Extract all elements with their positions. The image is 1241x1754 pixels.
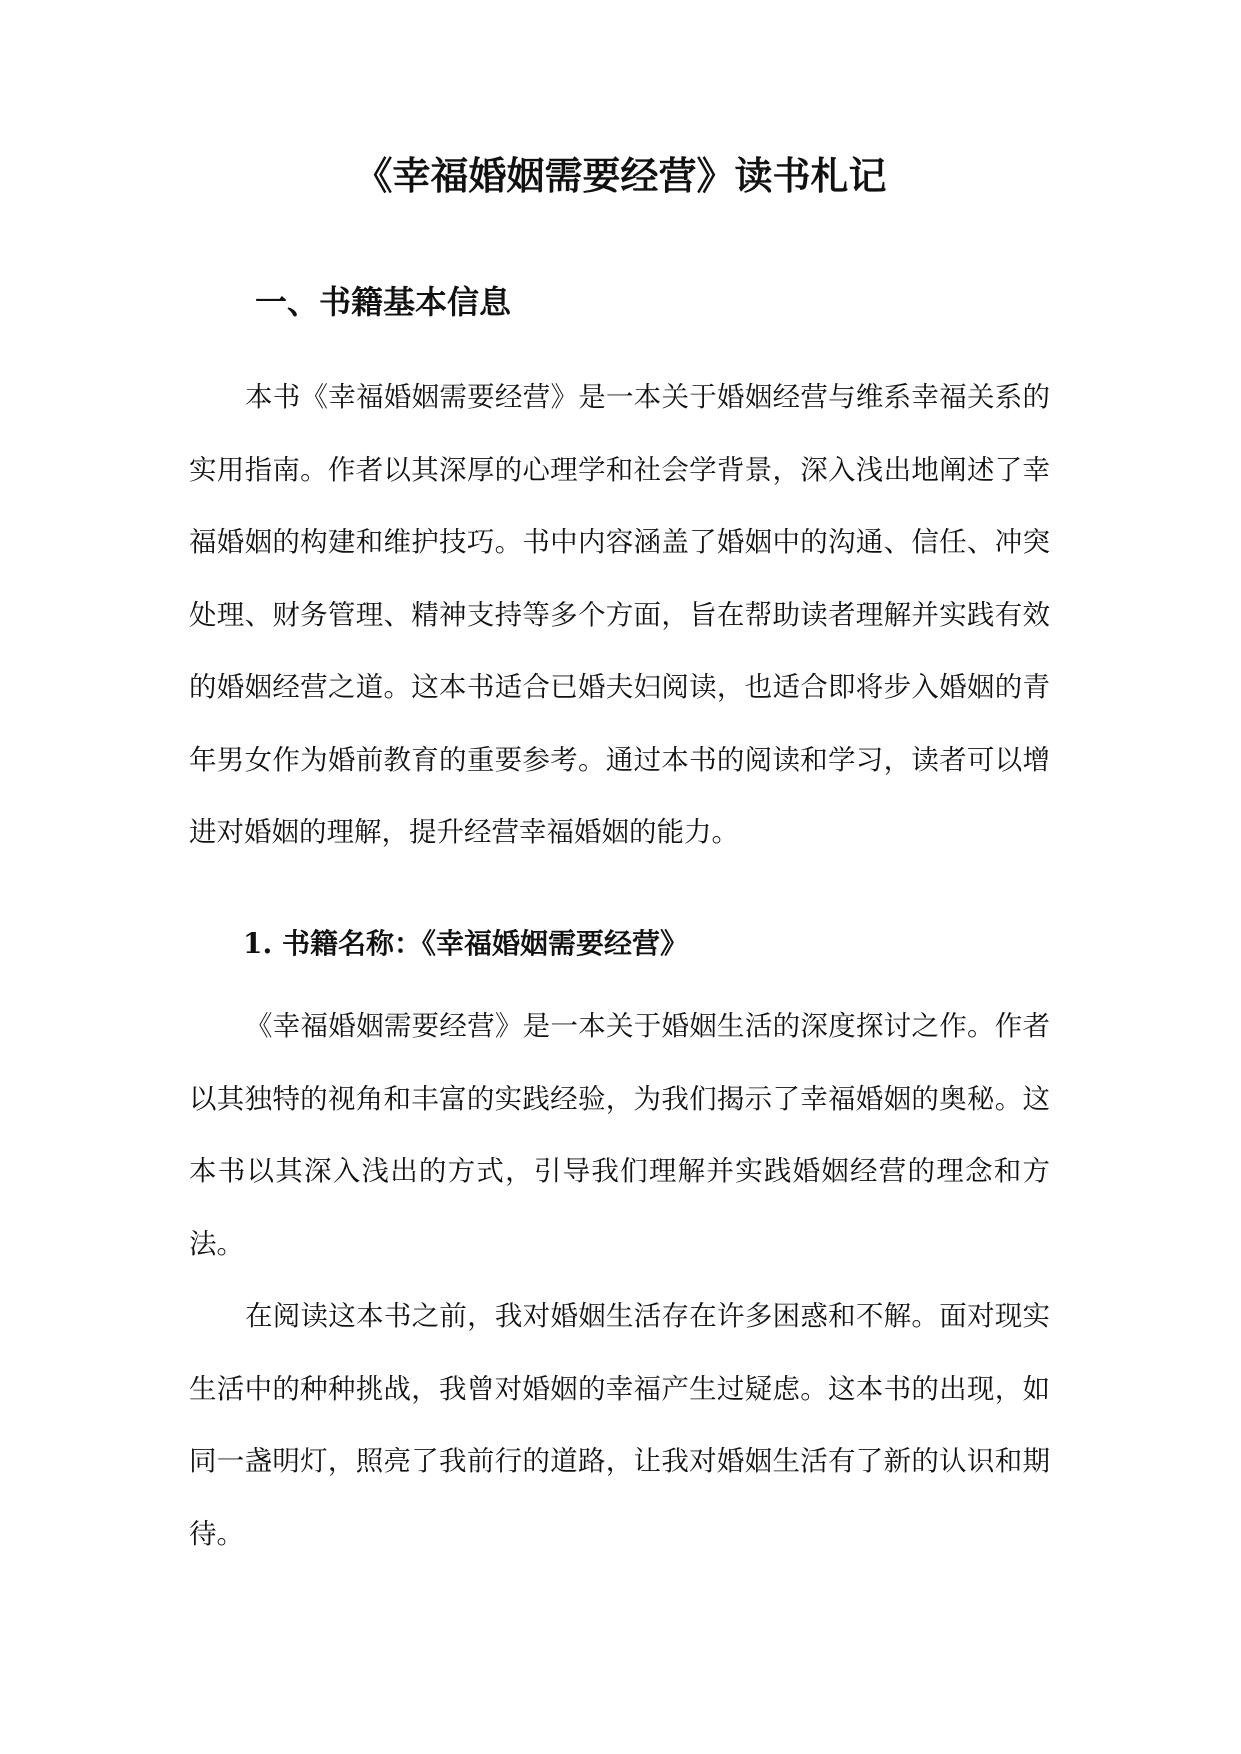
paragraph-book-overview: 本书《幸福婚姻需要经营》是一本关于婚姻经营与维系幸福关系的实用指南。作者以其深厚的心理学和社会学背景，深入浅出地阐述了幸福婚姻的构建和维护技巧。书中内容涵盖了婚姻中的沟通、信任、冲突处理、财务管理、精神支持等多个方面，旨在帮助读者理解并实践有效的婚姻经营之道。这本书适合已婚夫妇阅读，也适合即将步入婚姻的青年男女作为婚前教育的重要参考。通过本书的阅读和学习，读者可以增进对婚姻的理解，提升经营幸福婚姻的能力。 [189, 381, 1050, 848]
paragraph-book-intro: 《幸福婚姻需要经营》是一本关于婚姻生活的深度探讨之作。作者以其独特的视角和丰富的实践经验，为我们揭示了幸福婚姻的奥秘。这本书以其深入浅出的方式，引导我们理解并实践婚姻经营的理念和方法。 [189, 1010, 1050, 1260]
section-heading: 一、书籍基本信息 [255, 283, 512, 321]
document-title: 《幸福婚姻需要经营》读书札记 [354, 153, 887, 198]
subsection-heading-book-name: 1. 书籍名称：《幸福婚姻需要经营》 [243, 927, 688, 960]
paragraph-reading-reflection: 在阅读这本书之前，我对婚姻生活存在许多困惑和不解。面对现实生活中的种种挑战，我曾对婚姻的幸福产生过疑虑。这本书的出现，如同一盏明灯，照亮了我前行的道路，让我对婚姻生活有了新的认识和期待。 [189, 1300, 1050, 1550]
